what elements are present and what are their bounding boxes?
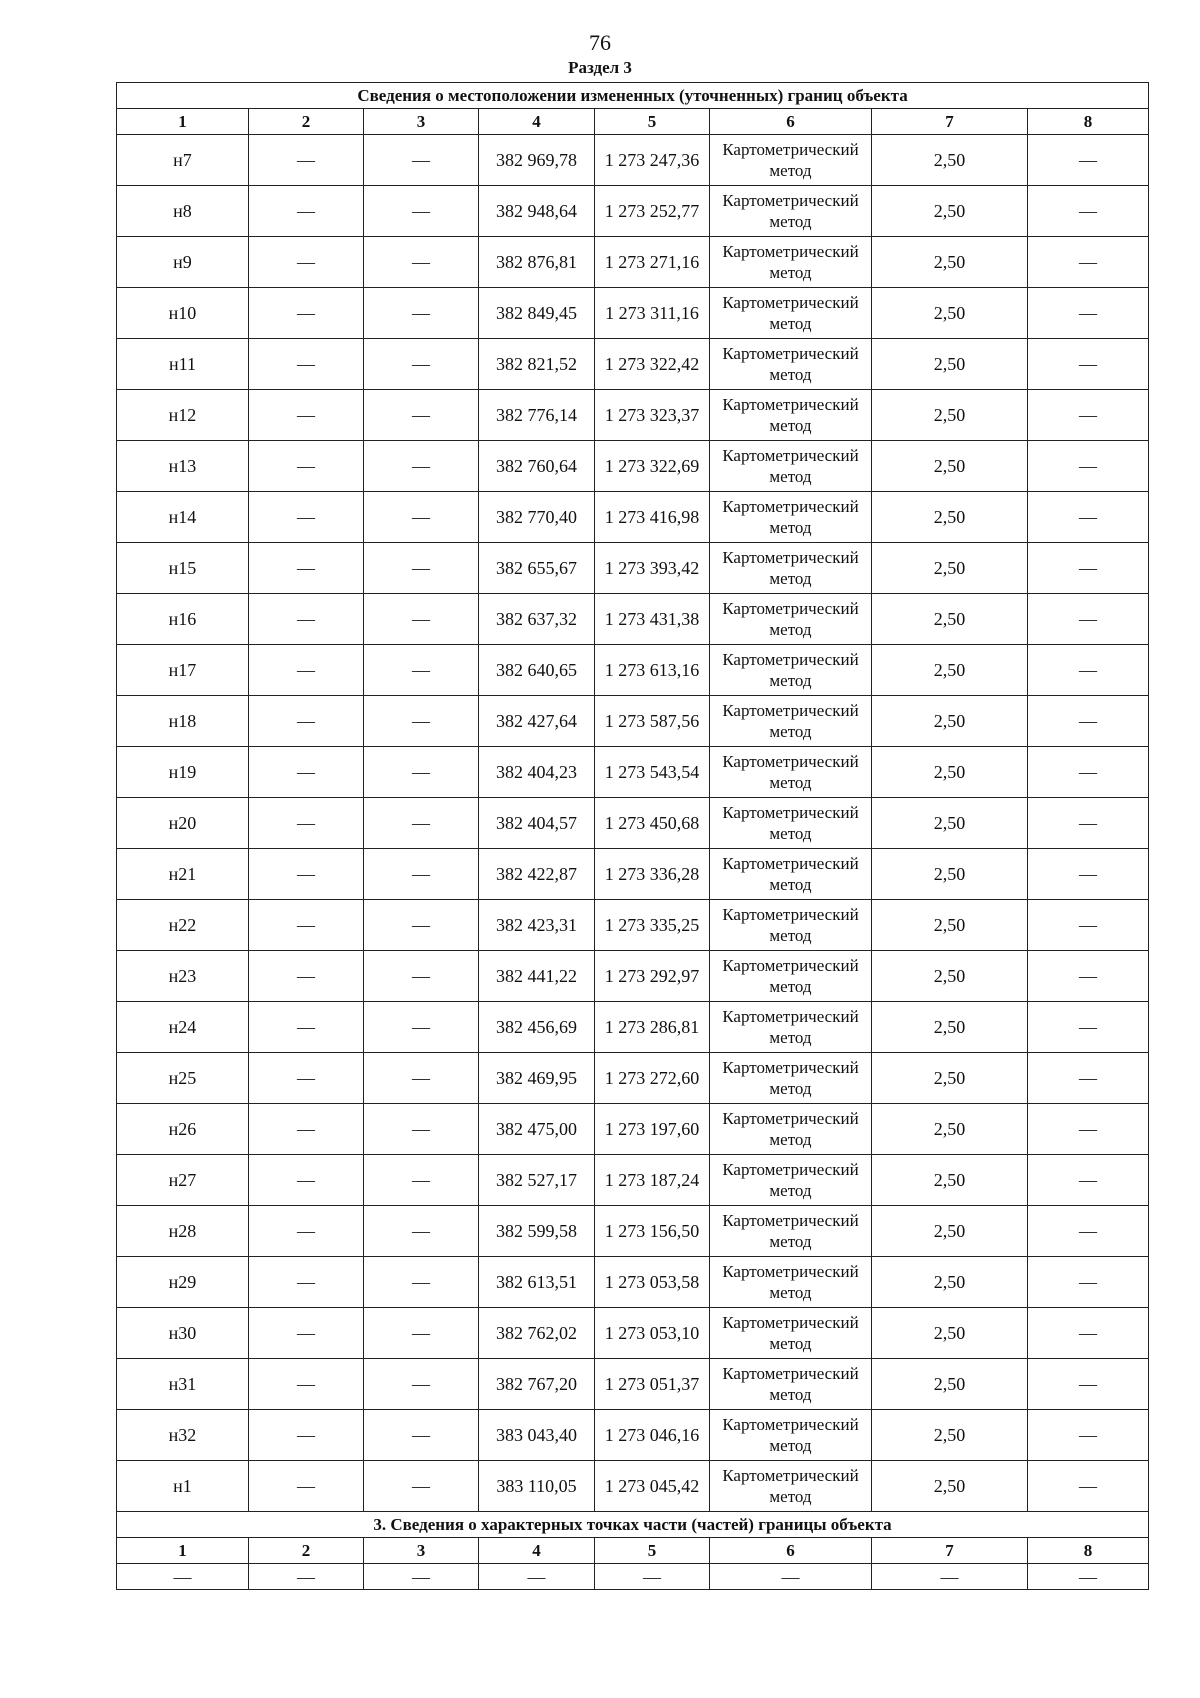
table-cell: 2,50 <box>872 543 1028 594</box>
table-cell: — <box>1028 390 1149 441</box>
table-cell: н22 <box>117 900 249 951</box>
column-header-row <box>117 109 1149 135</box>
table-cell: н21 <box>117 849 249 900</box>
table-cell: 2,50 <box>872 747 1028 798</box>
table-cell: — <box>249 237 364 288</box>
table-cell: н20 <box>117 798 249 849</box>
table-cell: Картометрический метод <box>710 135 872 186</box>
table-cell: н16 <box>117 594 249 645</box>
table-cell: 1 273 247,36 <box>595 135 710 186</box>
table-cell: 382 640,65 <box>479 645 595 696</box>
table-cell: Картометрический метод <box>710 798 872 849</box>
table-cell: 382 475,00 <box>479 1104 595 1155</box>
table-row <box>117 288 1149 339</box>
table-cell: — <box>249 798 364 849</box>
table-cell: 1 273 543,54 <box>595 747 710 798</box>
table-cell: Картометрический метод <box>710 390 872 441</box>
table-cell: н1 <box>117 1461 249 1512</box>
table-cell: 1 273 045,42 <box>595 1461 710 1512</box>
table-row <box>117 1104 1149 1155</box>
table-cell: Картометрический метод <box>710 900 872 951</box>
table-cell: — <box>710 1564 872 1590</box>
table-cell: 2,50 <box>872 645 1028 696</box>
table-row <box>117 339 1149 390</box>
table-cell: — <box>249 1257 364 1308</box>
table-cell: 2,50 <box>872 186 1028 237</box>
column-header: 2 <box>249 1538 364 1564</box>
table-cell: н18 <box>117 696 249 747</box>
table-cell: — <box>249 1104 364 1155</box>
table-row <box>117 594 1149 645</box>
table-cell: — <box>249 696 364 747</box>
table-cell: — <box>249 1564 364 1590</box>
table-cell: 2,50 <box>872 1053 1028 1104</box>
table-cell: — <box>1028 1461 1149 1512</box>
table-cell: н12 <box>117 390 249 441</box>
table-cell: 1 273 416,98 <box>595 492 710 543</box>
table-cell: — <box>249 1410 364 1461</box>
table-row <box>117 696 1149 747</box>
table-cell: н8 <box>117 186 249 237</box>
table-cell: — <box>1028 1257 1149 1308</box>
table-cell: 2,50 <box>872 237 1028 288</box>
table-cell: 2,50 <box>872 849 1028 900</box>
table-cell: 2,50 <box>872 1359 1028 1410</box>
table-cell: 2,50 <box>872 1461 1028 1512</box>
subsection-caption-row <box>117 1512 1149 1538</box>
table-cell: — <box>249 1053 364 1104</box>
table-cell: 1 273 046,16 <box>595 1410 710 1461</box>
table-cell: — <box>1028 900 1149 951</box>
table-cell: Картометрический метод <box>710 1002 872 1053</box>
table-cell: — <box>1028 237 1149 288</box>
column-header: 8 <box>1028 1538 1149 1564</box>
table-cell: 2,50 <box>872 441 1028 492</box>
table-row <box>117 747 1149 798</box>
table-cell: Картометрический метод <box>710 339 872 390</box>
table-cell: 382 456,69 <box>479 1002 595 1053</box>
table-cell: 382 767,20 <box>479 1359 595 1410</box>
table-cell: Картометрический метод <box>710 441 872 492</box>
table-cell: 1 273 053,10 <box>595 1308 710 1359</box>
table-cell: 2,50 <box>872 1308 1028 1359</box>
table-row <box>117 543 1149 594</box>
subsection-header-row <box>117 1538 1149 1564</box>
table-cell: Картометрический метод <box>710 1104 872 1155</box>
table-cell: — <box>249 1359 364 1410</box>
table-cell: — <box>1028 798 1149 849</box>
table-cell: — <box>364 1410 479 1461</box>
table-cell: — <box>1028 339 1149 390</box>
column-header: 8 <box>1028 109 1149 135</box>
table-cell: 2,50 <box>872 900 1028 951</box>
table-cell: — <box>479 1564 595 1590</box>
table-cell: Картометрический метод <box>710 1461 872 1512</box>
table-cell: — <box>1028 1155 1149 1206</box>
table-cell: — <box>249 390 364 441</box>
table-row <box>117 1206 1149 1257</box>
table-cell: — <box>364 645 479 696</box>
table-cell: — <box>364 1053 479 1104</box>
table-cell: 1 273 271,16 <box>595 237 710 288</box>
table-cell: н28 <box>117 1206 249 1257</box>
table-cell: 1 273 323,37 <box>595 390 710 441</box>
column-header: 2 <box>249 109 364 135</box>
table-cell: 2,50 <box>872 1206 1028 1257</box>
table-cell: Картометрический метод <box>710 696 872 747</box>
table-cell: — <box>1028 951 1149 1002</box>
table-cell: — <box>249 747 364 798</box>
table-cell: н15 <box>117 543 249 594</box>
table-cell: — <box>249 645 364 696</box>
table-cell: н23 <box>117 951 249 1002</box>
table-cell: — <box>364 1104 479 1155</box>
table-cell: — <box>249 1002 364 1053</box>
table-cell: 2,50 <box>872 288 1028 339</box>
table-cell: 382 969,78 <box>479 135 595 186</box>
table-cell: 2,50 <box>872 1257 1028 1308</box>
table-cell: — <box>1028 594 1149 645</box>
table-cell: — <box>364 339 479 390</box>
table-cell: 382 404,23 <box>479 747 595 798</box>
table-cell: 382 876,81 <box>479 237 595 288</box>
table-cell: 1 273 322,69 <box>595 441 710 492</box>
table-cell: н31 <box>117 1359 249 1410</box>
table-row <box>117 1410 1149 1461</box>
table-cell: 1 273 051,37 <box>595 1359 710 1410</box>
table-cell: — <box>1028 288 1149 339</box>
table-row <box>117 186 1149 237</box>
table-row <box>117 645 1149 696</box>
table-cell: н9 <box>117 237 249 288</box>
table-cell: Картометрический метод <box>710 849 872 900</box>
table-cell: 2,50 <box>872 492 1028 543</box>
table-cell: 383 043,40 <box>479 1410 595 1461</box>
table-cell: н13 <box>117 441 249 492</box>
table-row <box>117 1359 1149 1410</box>
table-row <box>117 390 1149 441</box>
table-row <box>117 237 1149 288</box>
table-cell: 1 273 197,60 <box>595 1104 710 1155</box>
table-cell: — <box>364 594 479 645</box>
table-cell: — <box>249 135 364 186</box>
table-cell: 2,50 <box>872 951 1028 1002</box>
section-title: Раздел 3 <box>568 58 632 77</box>
column-header: 5 <box>595 109 710 135</box>
table-cell: — <box>364 1155 479 1206</box>
table-cell: — <box>1028 696 1149 747</box>
table-row <box>117 1308 1149 1359</box>
table-cell: 1 273 613,16 <box>595 645 710 696</box>
table-cell: н27 <box>117 1155 249 1206</box>
table-cell: 1 273 450,68 <box>595 798 710 849</box>
table-cell: н17 <box>117 645 249 696</box>
column-header: 4 <box>479 109 595 135</box>
table-cell: — <box>364 390 479 441</box>
table-cell: 2,50 <box>872 1104 1028 1155</box>
table-cell: 382 469,95 <box>479 1053 595 1104</box>
table-cell: 382 770,40 <box>479 492 595 543</box>
table-cell: — <box>364 1002 479 1053</box>
table-cell: 382 655,67 <box>479 543 595 594</box>
table-cell: 1 273 252,77 <box>595 186 710 237</box>
table-cell: 1 273 335,25 <box>595 900 710 951</box>
table-caption: Сведения о местоположении измененных (уточненных) границ объекта <box>117 83 1149 109</box>
table-cell: — <box>249 186 364 237</box>
table-cell: 1 273 336,28 <box>595 849 710 900</box>
table-cell: н19 <box>117 747 249 798</box>
table-cell: н30 <box>117 1308 249 1359</box>
table-cell: 383 110,05 <box>479 1461 595 1512</box>
table-cell: Картометрический метод <box>710 1308 872 1359</box>
table-cell: — <box>249 543 364 594</box>
table-cell: — <box>364 951 479 1002</box>
table-cell: — <box>364 135 479 186</box>
table-cell: н26 <box>117 1104 249 1155</box>
table-cell: Картометрический метод <box>710 543 872 594</box>
subsection-caption: 3. Сведения о характерных точках части (частей) границы объекта <box>117 1512 1149 1538</box>
table-cell: — <box>364 900 479 951</box>
table-cell: 2,50 <box>872 798 1028 849</box>
column-header: 7 <box>872 1538 1028 1564</box>
table-row <box>117 1564 1149 1590</box>
table-cell: 1 273 272,60 <box>595 1053 710 1104</box>
table-cell: — <box>249 1308 364 1359</box>
table-cell: Картометрический метод <box>710 237 872 288</box>
table-cell: 1 273 587,56 <box>595 696 710 747</box>
table-row <box>117 1053 1149 1104</box>
table-cell: — <box>364 237 479 288</box>
table-cell: — <box>872 1564 1028 1590</box>
table-cell: н25 <box>117 1053 249 1104</box>
table-cell: 382 599,58 <box>479 1206 595 1257</box>
table-cell: — <box>364 1359 479 1410</box>
table-cell: Картометрический метод <box>710 1257 872 1308</box>
table-cell: — <box>364 1308 479 1359</box>
table-cell: 1 273 187,24 <box>595 1155 710 1206</box>
column-header: 1 <box>117 1538 249 1564</box>
table-cell: 2,50 <box>872 696 1028 747</box>
table-cell: 382 776,14 <box>479 390 595 441</box>
table-cell: 382 441,22 <box>479 951 595 1002</box>
table-cell: — <box>1028 543 1149 594</box>
table-cell: — <box>249 339 364 390</box>
table-cell: — <box>364 543 479 594</box>
table-cell: 2,50 <box>872 594 1028 645</box>
table-cell: — <box>364 1257 479 1308</box>
table-cell: — <box>364 798 479 849</box>
table-cell: 1 273 286,81 <box>595 1002 710 1053</box>
table-cell: — <box>1028 1410 1149 1461</box>
table-cell: 382 948,64 <box>479 186 595 237</box>
table-cell: 2,50 <box>872 339 1028 390</box>
table-cell: н10 <box>117 288 249 339</box>
table-cell: — <box>1028 441 1149 492</box>
table-cell: 382 821,52 <box>479 339 595 390</box>
table-cell: н32 <box>117 1410 249 1461</box>
table-cell: 382 527,17 <box>479 1155 595 1206</box>
table-row <box>117 135 1149 186</box>
table-row <box>117 849 1149 900</box>
table-cell: 1 273 431,38 <box>595 594 710 645</box>
table-cell: 382 760,64 <box>479 441 595 492</box>
table-cell: Картометрический метод <box>710 594 872 645</box>
column-header: 7 <box>872 109 1028 135</box>
table-row <box>117 798 1149 849</box>
table-cell: 382 427,64 <box>479 696 595 747</box>
table-cell: н14 <box>117 492 249 543</box>
table-cell: — <box>1028 645 1149 696</box>
boundary-table <box>116 82 1149 1590</box>
table-cell: 1 273 393,42 <box>595 543 710 594</box>
table-cell: — <box>1028 186 1149 237</box>
table-cell: н24 <box>117 1002 249 1053</box>
table-cell: Картометрический метод <box>710 951 872 1002</box>
table-cell: — <box>117 1564 249 1590</box>
table-cell: Картометрический метод <box>710 1206 872 1257</box>
table-cell: — <box>364 1564 479 1590</box>
table-cell: — <box>364 747 479 798</box>
table-cell: 382 849,45 <box>479 288 595 339</box>
table-row <box>117 900 1149 951</box>
table-cell: — <box>1028 492 1149 543</box>
table-cell: 1 273 322,42 <box>595 339 710 390</box>
table-cell: Картометрический метод <box>710 1410 872 1461</box>
table-cell: 382 422,87 <box>479 849 595 900</box>
table-cell: — <box>364 1461 479 1512</box>
table-cell: 2,50 <box>872 135 1028 186</box>
column-header: 3 <box>364 109 479 135</box>
table-cell: 1 273 311,16 <box>595 288 710 339</box>
table-cell: — <box>1028 1564 1149 1590</box>
table-cell: — <box>1028 1359 1149 1410</box>
column-header: 6 <box>710 1538 872 1564</box>
table-cell: — <box>1028 1104 1149 1155</box>
table-cell: 2,50 <box>872 1410 1028 1461</box>
table-cell: Картометрический метод <box>710 1359 872 1410</box>
table-cell: Картометрический метод <box>710 288 872 339</box>
table-cell: Картометрический метод <box>710 492 872 543</box>
column-header: 5 <box>595 1538 710 1564</box>
table-cell: — <box>364 696 479 747</box>
column-header: 6 <box>710 109 872 135</box>
table-cell: Картометрический метод <box>710 186 872 237</box>
table-cell: н11 <box>117 339 249 390</box>
column-header: 4 <box>479 1538 595 1564</box>
table-cell: — <box>249 1155 364 1206</box>
page-number: 76 <box>589 30 611 55</box>
table-cell: — <box>364 492 479 543</box>
table-row <box>117 441 1149 492</box>
table-row <box>117 1002 1149 1053</box>
table-cell: — <box>249 951 364 1002</box>
table-cell: н29 <box>117 1257 249 1308</box>
table-cell: — <box>364 186 479 237</box>
table-row <box>117 1155 1149 1206</box>
table-cell: — <box>1028 747 1149 798</box>
table-cell: — <box>1028 849 1149 900</box>
table-cell: — <box>249 849 364 900</box>
table-cell: — <box>249 1461 364 1512</box>
table-cell: Картометрический метод <box>710 1155 872 1206</box>
table-cell: 2,50 <box>872 1155 1028 1206</box>
table-cell: 2,50 <box>872 1002 1028 1053</box>
table-row <box>117 1257 1149 1308</box>
table-cell: — <box>249 594 364 645</box>
column-header: 1 <box>117 109 249 135</box>
table-cell: 1 273 156,50 <box>595 1206 710 1257</box>
table-cell: — <box>364 849 479 900</box>
column-header: 3 <box>364 1538 479 1564</box>
table-row <box>117 951 1149 1002</box>
table-cell: — <box>364 441 479 492</box>
table-cell: 382 404,57 <box>479 798 595 849</box>
table-cell: — <box>249 900 364 951</box>
table-cell: 2,50 <box>872 390 1028 441</box>
table-cell: — <box>1028 135 1149 186</box>
table-caption-row <box>117 83 1149 109</box>
table-cell: — <box>364 288 479 339</box>
table-cell: 1 273 053,58 <box>595 1257 710 1308</box>
table-cell: — <box>249 441 364 492</box>
table-cell: — <box>595 1564 710 1590</box>
table-cell: — <box>1028 1206 1149 1257</box>
table-cell: Картометрический метод <box>710 747 872 798</box>
table-row <box>117 492 1149 543</box>
table-cell: — <box>1028 1053 1149 1104</box>
table-cell: н7 <box>117 135 249 186</box>
table-cell: — <box>249 492 364 543</box>
table-cell: 382 613,51 <box>479 1257 595 1308</box>
table-cell: Картометрический метод <box>710 645 872 696</box>
table-cell: Картометрический метод <box>710 1053 872 1104</box>
table-cell: — <box>364 1206 479 1257</box>
table-cell: 382 423,31 <box>479 900 595 951</box>
table-cell: 382 762,02 <box>479 1308 595 1359</box>
table-cell: — <box>1028 1308 1149 1359</box>
table-cell: — <box>249 1206 364 1257</box>
table-cell: — <box>249 288 364 339</box>
table-cell: 1 273 292,97 <box>595 951 710 1002</box>
table-cell: — <box>1028 1002 1149 1053</box>
table-cell: 382 637,32 <box>479 594 595 645</box>
table-row <box>117 1461 1149 1512</box>
